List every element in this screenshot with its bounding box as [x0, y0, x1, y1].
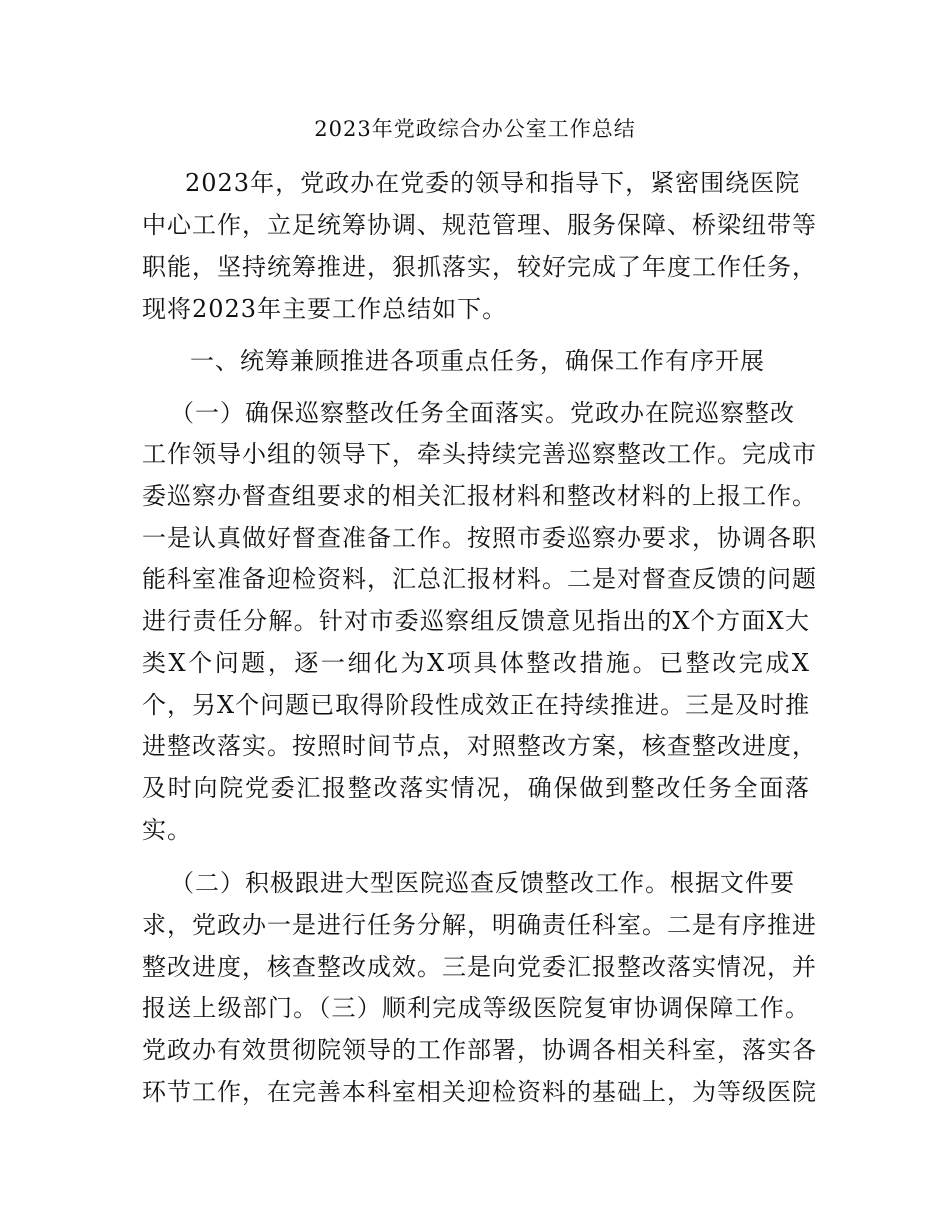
paragraph-line: 一是认真做好督查准备工作。按照市委巡察办要求，协调各职 [142, 524, 817, 552]
document-title: 2023年党政综合办公室工作总结 [314, 117, 636, 141]
section-heading: 一、统筹兼顾推进各项重点任务，确保工作有序开展 [190, 347, 765, 375]
paragraph-line: 工作领导小组的领导下，牵头持续完善巡察整改工作。完成市 [142, 440, 817, 468]
paragraph-line: （一）确保巡察整改任务全面落实。党政办在院巡察整改 [170, 399, 795, 427]
paragraph-line: 2023年，党政办在党委的领导和指导下，紧密围绕医院 [185, 169, 801, 197]
paragraph-line: 进整改落实。按照时间节点，对照整改方案，核查整改进度， [142, 732, 817, 760]
paragraph-line: 个，另X个问题已取得阶段性成效正在持续推进。三是及时推 [142, 691, 811, 719]
paragraph-line: 职能，坚持统筹推进，狠抓落实，较好完成了年度工作任务， [142, 253, 817, 281]
paragraph-line: （二）积极跟进大型医院巡查反馈整改工作。根据文件要 [170, 869, 795, 897]
paragraph-line: 环节工作，在完善本科室相关迎检资料的基础上，为等级医院 [142, 1078, 817, 1106]
paragraph-line: 中心工作，立足统筹协调、规范管理、服务保障、桥梁纽带等 [142, 211, 817, 239]
paragraph-line: 党政办有效贯彻院领导的工作部署，协调各相关科室，落实各 [142, 1036, 817, 1064]
paragraph-line: 进行责任分解。针对市委巡察组反馈意见指出的X个方面X大 [142, 607, 810, 635]
paragraph-line: 实。 [142, 816, 192, 844]
paragraph-line: 委巡察办督查组要求的相关汇报材料和整改材料的上报工作。 [142, 482, 817, 510]
paragraph-line: 现将2023年主要工作总结如下。 [142, 295, 508, 323]
paragraph-line: 求，党政办一是进行任务分解，明确责任科室。二是有序推进 [142, 911, 817, 939]
paragraph-line: 报送上级部门。（三）顺利完成等级医院复审协调保障工作。 [142, 994, 810, 1022]
paragraph-line: 能科室准备迎检资料，汇总汇报材料。二是对督查反馈的问题 [142, 565, 817, 593]
paragraph-line: 整改进度，核查整改成效。三是向党委汇报整改落实情况，并 [142, 953, 817, 981]
paragraph-line: 类X个问题，逐一细化为X项具体整改措施。已整改完成X [142, 649, 810, 677]
paragraph-line: 及时向院党委汇报整改落实情况，确保做到整改任务全面落 [142, 774, 810, 802]
